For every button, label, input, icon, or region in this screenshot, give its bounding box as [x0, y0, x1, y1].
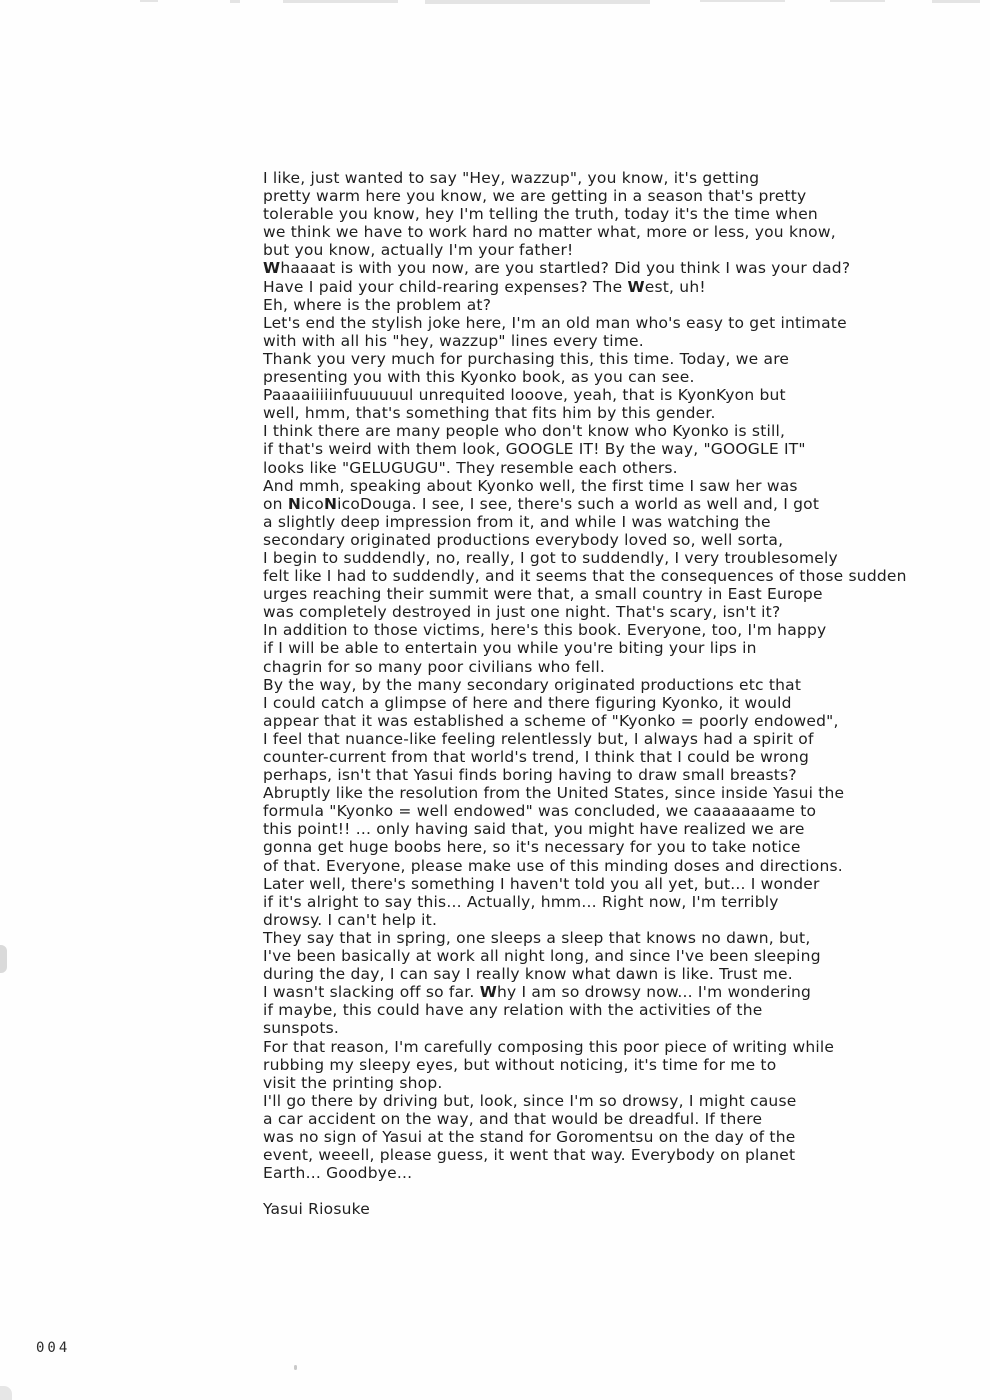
bottom-center-scan-dot — [294, 1365, 297, 1370]
text-line: Paaaaiiiiinfuuuuuul unrequited looove, yeah, that is KyonKyon but — [263, 386, 786, 405]
left-margin-scan-smudge — [0, 945, 7, 973]
text-line: I begin to suddendly, no, really, I got to suddendly, I very troublesomely — [263, 548, 838, 567]
text-line: I think there are many people who don't know who Kyonko is still, — [263, 422, 786, 441]
text-line: on NicoNicoDouga. I see, I see, there's such a world as well and, I got — [263, 494, 820, 513]
top-edge-speckle — [140, 0, 158, 2]
text-line: visit the printing shop. — [263, 1073, 443, 1092]
text-line: but you know, actually I'm your father! — [263, 241, 574, 260]
text-line: this point!! ... only having said that, you might have realized we are — [263, 820, 805, 839]
text-block — [263, 169, 990, 1218]
text-line: urges reaching their summit were that, a small country in East Europe — [263, 585, 823, 604]
text-line: a slightly deep impression from it, and while I was watching the — [263, 512, 771, 531]
text-line: Eh, where is the problem at? — [263, 295, 492, 314]
text-line: tolerable you know, hey I'm telling the truth, today it's the time when — [263, 205, 818, 224]
text-line: rubbing my sleepy eyes, but without noticing, it's time for me to — [263, 1055, 777, 1074]
bottom-left-corner-scan-smudge — [0, 1386, 12, 1400]
text-line: well, hmm, that's something that fits him by this gender. — [263, 404, 716, 423]
text-line: I could catch a glimpse of here and there figuring Kyonko, it would — [263, 693, 792, 712]
text-line: Let's end the stylish joke here, I'm an old man who's easy to get intimate — [263, 313, 847, 332]
text-line: sunspots. — [263, 1019, 340, 1038]
text-line: perhaps, isn't that Yasui finds boring having to draw small breasts? — [263, 766, 797, 785]
text-line: felt like I had to suddendly, and it seems that the consequences of those sudden — [263, 567, 907, 586]
text-line: Have I paid your child-rearing expenses? The West, uh! — [263, 277, 706, 296]
text-line: They say that in spring, one sleeps a sleep that knows no dawn, but, — [263, 928, 811, 947]
text-line: looks like "GELUGUGU". They resemble each others. — [263, 458, 678, 477]
page-number: 004 — [36, 1340, 71, 1356]
text-line: chagrin for so many poor civilians who fell. — [263, 657, 605, 676]
text-line: Earth... Goodbye... — [263, 1164, 413, 1183]
text-line: Thank you very much for purchasing this, this time. Today, we are — [263, 349, 790, 368]
text-line: gonna get huge boobs here, so it's necessary for you to take notice — [263, 838, 801, 857]
text-line: Whaaaat is with you now, are you startled? Did you think I was your dad? — [263, 259, 851, 278]
text-line: if it's alright to say this... Actually, hmm... Right now, I'm terribly — [263, 892, 779, 911]
text-line: presenting you with this Kyonko book, as you can see. — [263, 368, 695, 387]
text-line: event, weeell, please guess, it went that way. Everybody on planet — [263, 1146, 796, 1165]
text-line: Later well, there's something I haven't told you all yet, but... I wonder — [263, 874, 820, 893]
text-line: of that. Everyone, please make use of this minding doses and directions. — [263, 856, 843, 875]
text-line: I'll go there by driving but, look, since I'm so drowsy, I might cause — [263, 1091, 797, 1110]
text-line: By the way, by the many secondary originated productions etc that — [263, 675, 802, 694]
text-line: I like, just wanted to say "Hey, wazzup", you know, it's getting — [263, 169, 760, 187]
text-line: In addition to those victims, here's this book. Everyone, too, I'm happy — [263, 621, 827, 640]
text-line: was completely destroyed in just one night. That's scary, isn't it? — [263, 603, 781, 622]
text-line: appear that it was established a scheme of "Kyonko = poorly endowed", — [263, 711, 839, 730]
text-line: Abruptly like the resolution from the United States, since inside Yasui the — [263, 784, 845, 803]
top-edge-speckle — [425, 0, 650, 4]
text-line: was no sign of Yasui at the stand for Goromentsu on the day of the — [263, 1127, 796, 1146]
text-line: I wasn't slacking off so far. Why I am so drowsy now... I'm wondering — [263, 983, 812, 1002]
text-line: if I will be able to entertain you while you're biting your lips in — [263, 639, 757, 658]
text-line — [263, 1182, 990, 1200]
text-line: drowsy. I can't help it. — [263, 910, 438, 929]
text-line: formula "Kyonko = well endowed" was concluded, we caaaaaaame to — [263, 802, 817, 821]
text-line: For that reason, I'm carefully composing this poor piece of writing while — [263, 1037, 835, 1056]
text-line: during the day, I can say I really know what dawn is like. Trust me. — [263, 965, 793, 984]
top-edge-speckle — [830, 0, 885, 2]
text-line: pretty warm here you know, we are getting in a season that's pretty — [263, 187, 807, 206]
text-line: counter-current from that world's trend, I think that I could be wrong — [263, 748, 809, 766]
text-line: secondary originated productions everybody loved so, well sorta, — [263, 530, 784, 549]
text-line: I've been basically at work all night long, and since I've been sleeping — [263, 947, 821, 966]
text-line: I feel that nuance-like feeling relentlessly but, I always had a spirit of — [263, 729, 814, 748]
top-edge-speckle — [230, 0, 240, 3]
top-edge-speckle — [283, 0, 398, 3]
text-line: if that's weird with them look, GOOGLE IT! By the way, "GOOGLE IT" — [263, 440, 806, 459]
top-edge-speckle — [700, 0, 785, 2]
text-line: if maybe, this could have any relation with the activities of the — [263, 1001, 763, 1020]
text-line: with with all his "hey, wazzup" lines every time. — [263, 331, 644, 350]
text-line: And mmh, speaking about Kyonko well, the first time I saw her was — [263, 476, 798, 495]
text-line: Yasui Riosuke — [263, 1200, 370, 1219]
top-edge-speckle — [932, 0, 980, 3]
text-line: a car accident on the way, and that would be dreadful. If there — [263, 1109, 763, 1128]
text-line: we think we have to work hard no matter what, more or less, you know, — [263, 223, 836, 242]
